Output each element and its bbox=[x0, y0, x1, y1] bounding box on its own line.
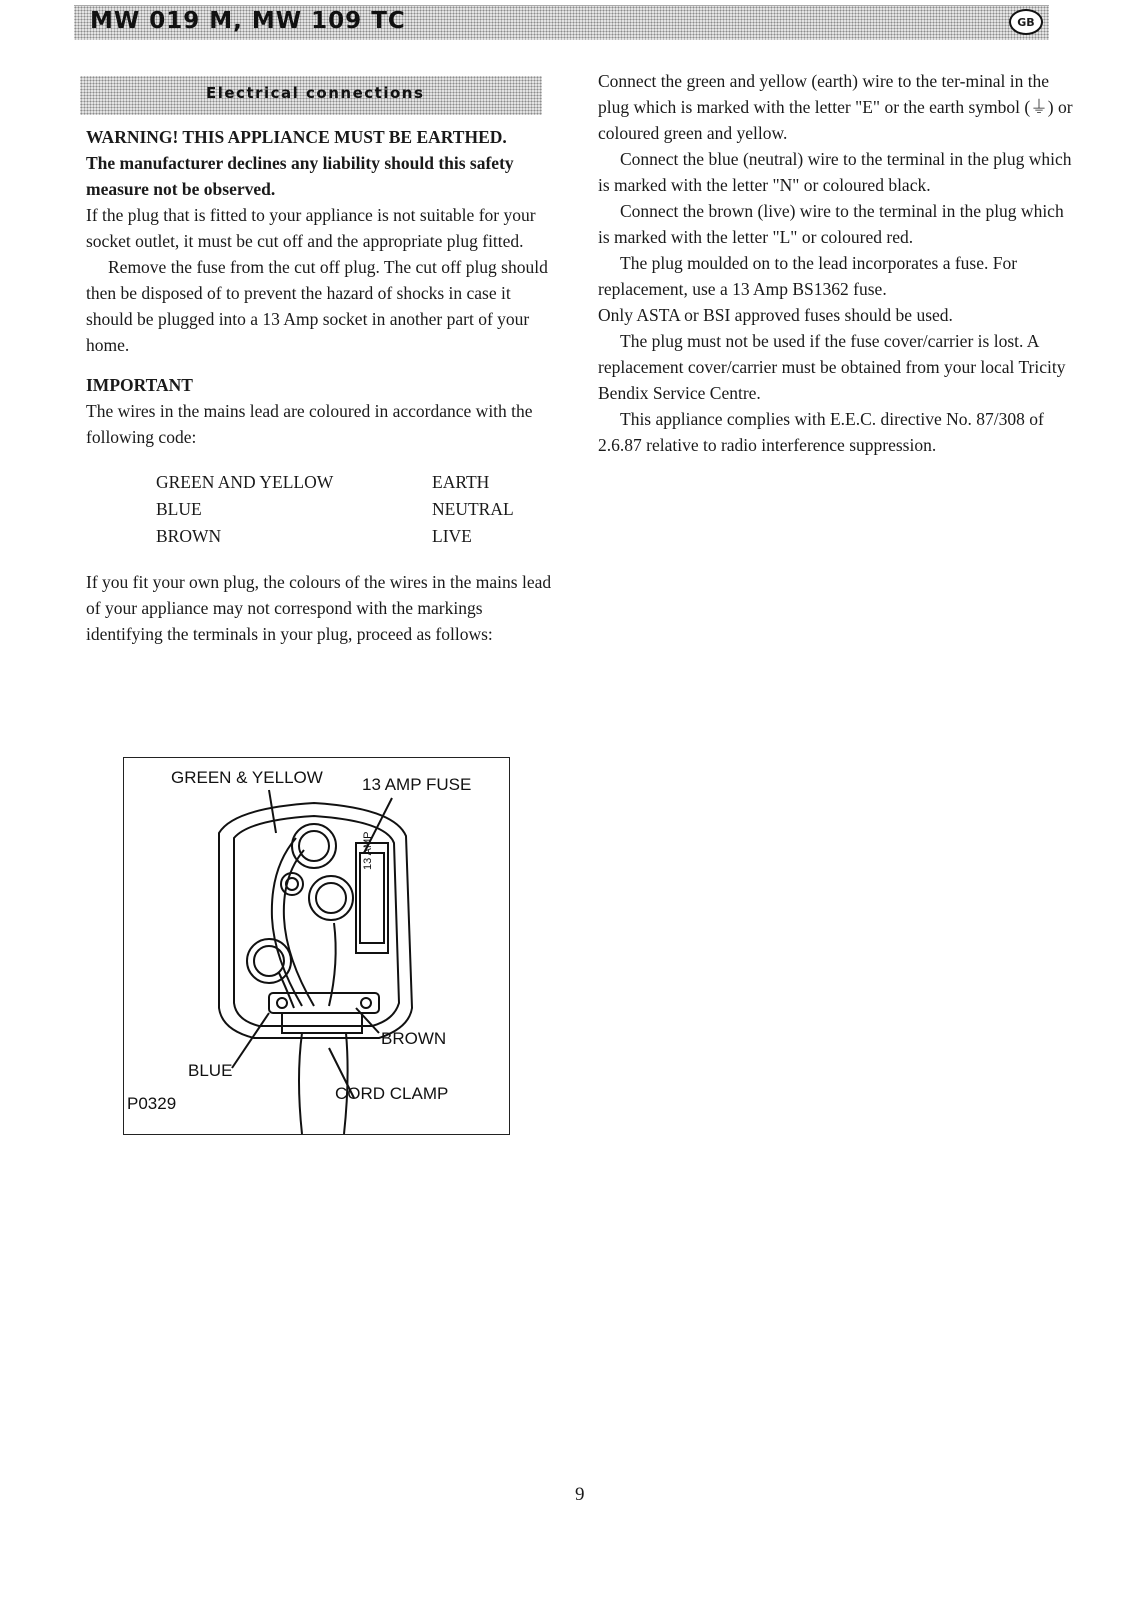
wire-function: NEUTRAL bbox=[432, 498, 514, 519]
paragraph-approved-fuses: Only ASTA or BSI approved fuses should be used. bbox=[598, 305, 953, 325]
section-title: Electrical connections bbox=[206, 84, 425, 102]
plug-body-inner bbox=[234, 816, 399, 1026]
important-heading: IMPORTANT bbox=[86, 375, 193, 395]
earth-symbol-icon: ⏚ bbox=[1030, 97, 1048, 117]
plug-illustration bbox=[124, 758, 509, 1134]
table-row bbox=[156, 468, 514, 495]
warning-liability: The manufacturer declines any liability should this safety measure not be observed. bbox=[86, 153, 514, 199]
paragraph-live-wire: Connect the brown (live) wire to the terminal in the plug which is marked with the letter "L" or coloured red. bbox=[598, 201, 1064, 247]
wire-function: LIVE bbox=[432, 525, 472, 546]
wire-colour: GREEN AND YELLOW bbox=[156, 471, 334, 492]
paragraph-fuse-cover: The plug must not be used if the fuse cover/carrier is lost. A replacement cover/carrier must be obtained from your local Tricity Bendix Service Centre. bbox=[598, 331, 1066, 403]
diagram-ref-code: P0329 bbox=[127, 1094, 177, 1113]
table-row bbox=[156, 495, 514, 522]
table-row bbox=[156, 522, 514, 549]
earth-text-b: ) or coloured green and yellow. bbox=[598, 97, 1073, 143]
earth-text-a: Connect the green and yellow (earth) wire to the ter-minal in the plug which is marked with the letter "E" or the earth symbol ( bbox=[598, 71, 1050, 117]
country-badge: GB bbox=[1009, 9, 1043, 35]
label-blue: BLUE bbox=[188, 1061, 233, 1080]
label-cord-clamp: CORD CLAMP bbox=[335, 1084, 449, 1103]
cord-clamp-bar bbox=[269, 993, 379, 1013]
wire-function: EARTH bbox=[432, 471, 490, 492]
section-banner bbox=[80, 76, 542, 115]
wire-colour: BLUE bbox=[156, 498, 202, 519]
paragraph-neutral-wire: Connect the blue (neutral) wire to the terminal in the plug which is marked with the letter "N" or coloured black. bbox=[598, 149, 1072, 195]
label-brown: BROWN bbox=[381, 1029, 447, 1048]
label-fuse-body: 13 AMP bbox=[362, 831, 374, 870]
page-number: 9 bbox=[575, 1484, 585, 1505]
paragraph-plug-unsuitable: If the plug that is fitted to your appliance is not suitable for your socket outlet, it must be cut off and the appropriate plug fitted. bbox=[86, 205, 536, 251]
wire-code-table bbox=[156, 468, 514, 549]
cord bbox=[299, 1033, 302, 1134]
right-column bbox=[598, 68, 1073, 458]
terminal-screw bbox=[281, 873, 303, 895]
header-bar bbox=[74, 5, 1049, 40]
paragraph-wire-code: The wires in the mains lead are coloured in accordance with the following code: bbox=[86, 401, 533, 447]
paragraph-earth-wire bbox=[598, 68, 1073, 146]
wire-colour: BROWN bbox=[156, 525, 222, 546]
label-fuse: 13 AMP FUSE bbox=[362, 775, 472, 794]
model-title: MW 019 M, MW 109 TC bbox=[90, 8, 406, 34]
warning-earthed: WARNING! THIS APPLIANCE MUST BE EARTHED. bbox=[86, 127, 507, 147]
paragraph-fit-own-plug: If you fit your own plug, the colours of the wires in the mains lead of your appliance may not correspond with the markings identifying the terminals in your plug, proceed as follows: bbox=[86, 572, 552, 644]
label-green-yellow: GREEN & YELLOW bbox=[171, 768, 323, 787]
paragraph-eec-directive: This appliance complies with E.E.C. directive No. 87/308 of 2.6.87 relative to radio interference suppression. bbox=[598, 409, 1044, 455]
paragraph-fuse: The plug moulded on to the lead incorporates a fuse. For replacement, use a 13 Amp BS1362 fuse. bbox=[598, 253, 1018, 299]
plug-wiring-diagram bbox=[123, 757, 510, 1135]
left-column bbox=[86, 124, 556, 647]
paragraph-remove-fuse: Remove the fuse from the cut off plug. The cut off plug should then be disposed of to prevent the hazard of shocks in case it should be plugged into a 13 Amp socket in another part of your home. bbox=[86, 257, 548, 355]
